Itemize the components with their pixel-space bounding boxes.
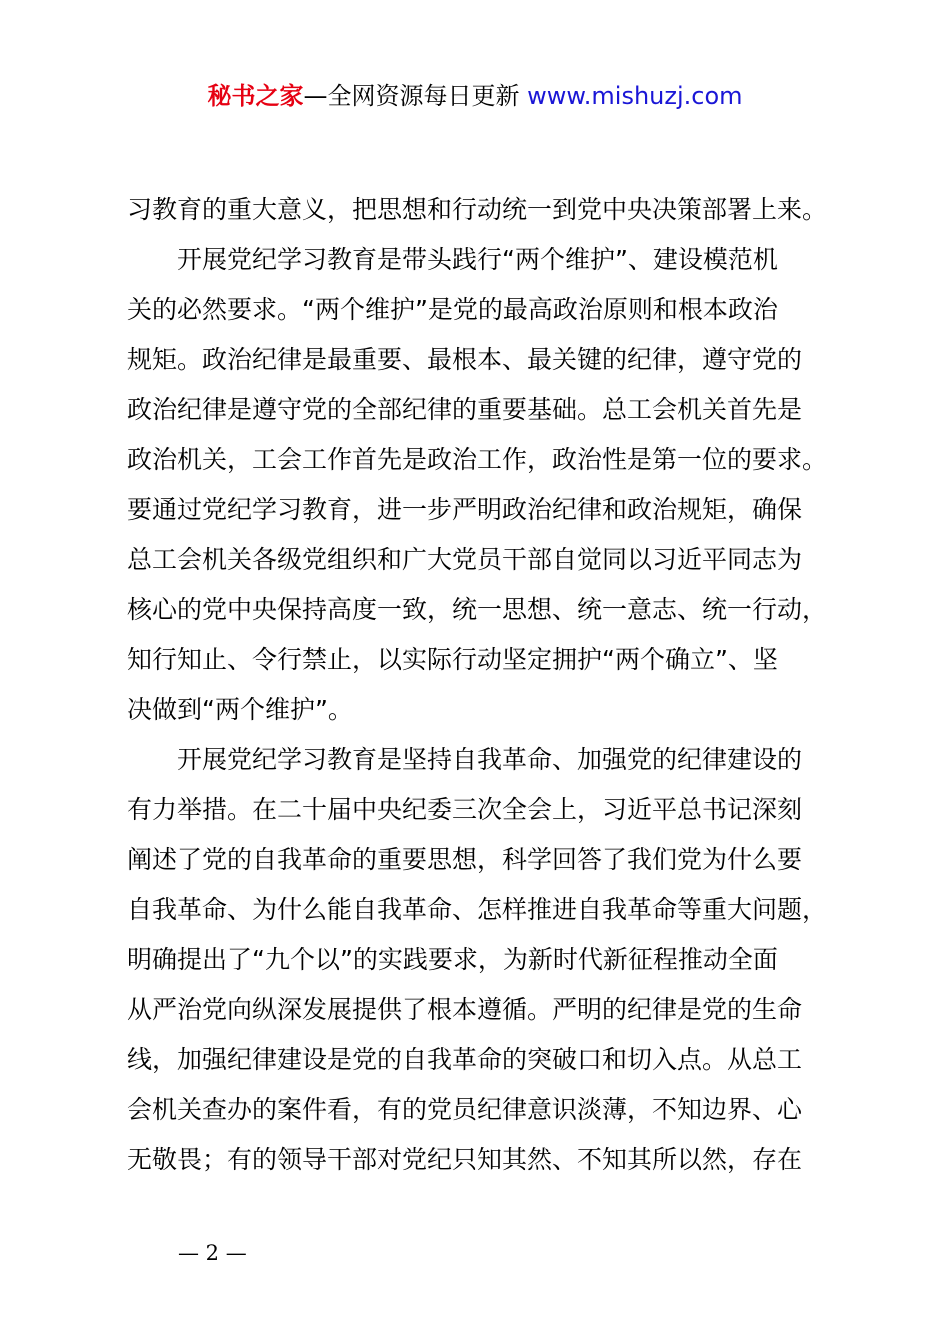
document-body (127, 185, 837, 1185)
text-line: 关的必然要求。“两个维护”是党的最高政治原则和根本政治 (127, 295, 778, 324)
text-line: 有力举措。在二十届中央纪委三次全会上，习近平总书记深刻 (127, 795, 803, 824)
text-line: 总工会机关各级党组织和广大党员干部自觉同以习近平同志为 (127, 545, 803, 574)
site-tagline: —全网资源每日更新 (303, 82, 528, 110)
text-line: 从严治党向纵深发展提供了根本遵循。严明的纪律是党的生命 (127, 995, 803, 1024)
text-line: 决做到“两个维护”。 (127, 695, 353, 724)
text-line: 习教育的重大意义，把思想和行动统一到党中央决策部署上来。 (127, 195, 828, 224)
text-line: 自我革命、为什么能自我革命、怎样推进自我革命等重大问题， (127, 895, 828, 924)
text-line: 会机关查办的案件看，有的党员纪律意识淡薄，不知边界、心 (127, 1095, 803, 1124)
text-line: 明确提出了“九个以”的实践要求，为新时代新征程推动全面 (127, 945, 778, 974)
site-brand: 秘书之家 (207, 82, 304, 110)
text-line: 阐述了党的自我革命的重要思想，科学回答了我们党为什么要 (127, 845, 803, 874)
site-url-link[interactable]: www.mishuzj.com (527, 82, 743, 110)
text-line: 政治机关，工会工作首先是政治工作，政治性是第一位的要求。 (127, 445, 828, 474)
site-header (0, 78, 950, 114)
text-line: 线，加强纪律建设是党的自我革命的突破口和切入点。从总工 (127, 1045, 803, 1074)
text-line: 核心的党中央保持高度一致，统一思想、统一意志、统一行动， (127, 595, 828, 624)
text-line: 无敬畏；有的领导干部对党纪只知其然、不知其所以然，存在 (127, 1145, 803, 1174)
text-line: 要通过党纪学习教育，进一步严明政治纪律和政治规矩，确保 (127, 495, 803, 524)
paragraph-start-line: 开展党纪学习教育是带头践行“两个维护”、建设模范机 (177, 245, 778, 274)
page-number: — 2 — (178, 1241, 247, 1265)
text-line: 知行知止、令行禁止，以实际行动坚定拥护“两个确立”、坚 (127, 645, 778, 674)
text-line: 规矩。政治纪律是最重要、最根本、最关键的纪律，遵守党的 (127, 345, 803, 374)
paragraph-start-line: 开展党纪学习教育是坚持自我革命、加强党的纪律建设的 (177, 745, 803, 774)
text-line: 政治纪律是遵守党的全部纪律的重要基础。总工会机关首先是 (127, 395, 803, 424)
